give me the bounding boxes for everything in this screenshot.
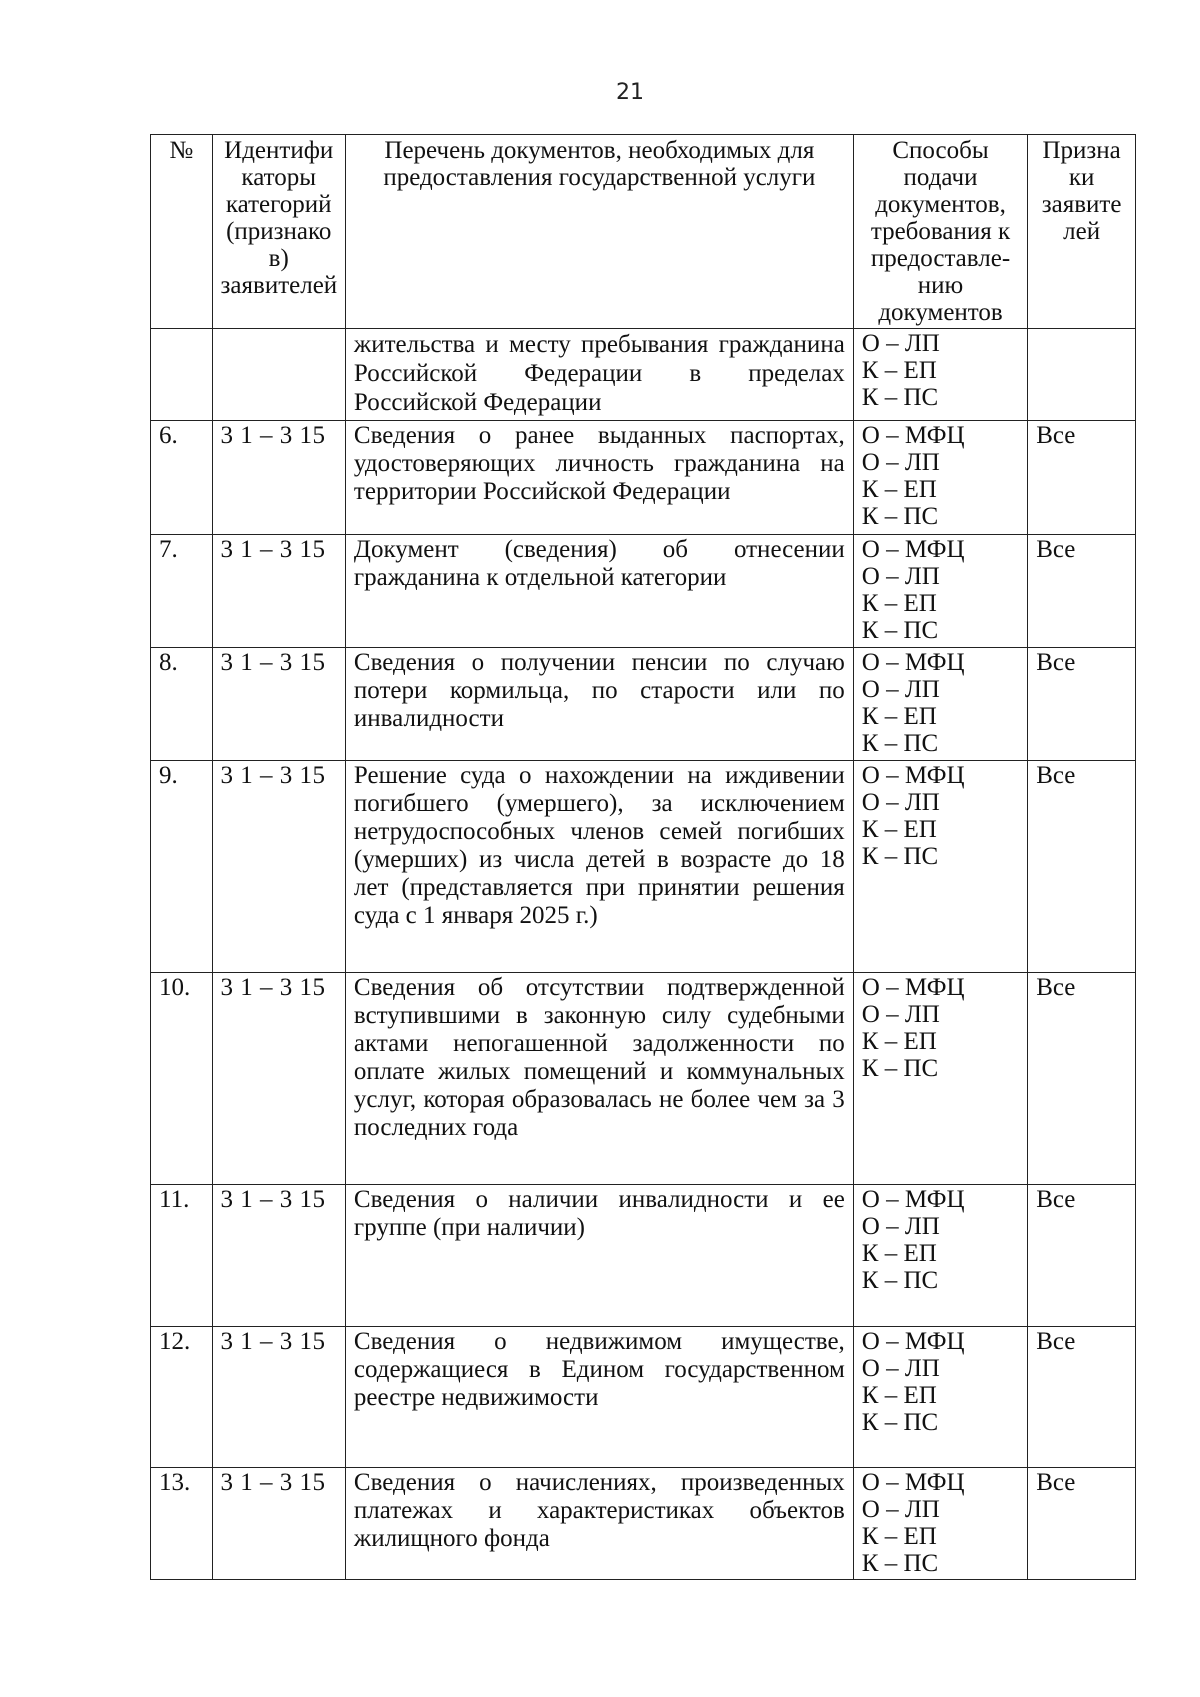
method-item: О – МФЦ: [861, 1469, 965, 1496]
method-item: К – ЕП: [861, 1523, 937, 1550]
method-item: К – ПС: [861, 1409, 939, 1436]
header-identifiers: Идентифи каторы категорий (признако в) заявителей: [212, 135, 345, 329]
method-item: О – ЛП: [861, 1213, 940, 1240]
row-number: 10.: [151, 973, 213, 1185]
row-number: 7.: [151, 535, 213, 648]
header-applicants: Призна ки заявите лей: [1028, 135, 1136, 329]
table-row: [151, 973, 1136, 1185]
method-item: К – ПС: [861, 843, 939, 870]
row-number: [151, 329, 213, 421]
method-item: К – ЕП: [861, 1240, 937, 1267]
header-documents: Перечень документов, необходимых для предоставления государственной услуги: [345, 135, 853, 329]
row-methods: [853, 329, 1027, 421]
row-identifiers: 3 1 – 3 15: [212, 1185, 345, 1327]
row-number: 9.: [151, 761, 213, 973]
row-applicants: Все: [1028, 761, 1136, 973]
row-methods: [853, 535, 1027, 648]
method-item: К – ЕП: [861, 476, 937, 503]
method-item: О – МФЦ: [861, 1328, 965, 1355]
row-identifiers: 3 1 – 3 15: [212, 535, 345, 648]
method-item: О – ЛП: [861, 563, 940, 590]
row-number: 12.: [151, 1327, 213, 1468]
method-item: О – МФЦ: [861, 974, 965, 1001]
method-item: О – МФЦ: [861, 762, 965, 789]
table-row: [151, 1468, 1136, 1580]
method-item: О – МФЦ: [861, 422, 965, 449]
row-methods: [853, 1185, 1027, 1327]
method-item: О – МФЦ: [861, 649, 965, 676]
method-item: К – ЕП: [861, 816, 937, 843]
row-description: Сведения о недвижимом имуществе, содержащиеся в Едином государственном реестре недвижимости: [345, 1327, 853, 1468]
method-item: К – ПС: [861, 384, 939, 411]
row-methods: [853, 1327, 1027, 1468]
row-identifiers: [212, 329, 345, 421]
row-applicants: Все: [1028, 1185, 1136, 1327]
method-item: О – МФЦ: [861, 1186, 965, 1213]
table-row: [151, 421, 1136, 535]
method-item: К – ПС: [861, 1267, 939, 1294]
method-item: К – ПС: [861, 503, 939, 530]
table-row: [151, 535, 1136, 648]
row-description: Решение суда о нахождении на иждивении погибшего (умершего), за исключением нетрудоспособных членов семей погибших (умерших) из числа детей в возрасте до 18 лет (представляется при принятии решения суда с 1 января 2025 г.): [345, 761, 853, 973]
method-item: К – ПС: [861, 1550, 939, 1577]
table-header-row: [151, 135, 1136, 329]
method-item: О – ЛП: [861, 449, 940, 476]
method-item: К – ПС: [861, 1055, 939, 1082]
row-description: Документ (сведения) об отнесении гражданина к отдельной категории: [345, 535, 853, 648]
table-row-continuation: [151, 329, 1136, 421]
row-methods: [853, 648, 1027, 761]
row-applicants: Все: [1028, 973, 1136, 1185]
row-identifiers: 3 1 – 3 15: [212, 973, 345, 1185]
method-item: О – ЛП: [861, 1496, 940, 1523]
method-item: О – ЛП: [861, 1355, 940, 1382]
table-row: [151, 761, 1136, 973]
row-applicants: Все: [1028, 648, 1136, 761]
method-item: К – ЕП: [861, 703, 937, 730]
row-number: 8.: [151, 648, 213, 761]
row-description: Сведения о наличии инвалидности и ее группе (при наличии): [345, 1185, 853, 1327]
table-row: [151, 1185, 1136, 1327]
row-identifiers: 3 1 – 3 15: [212, 421, 345, 535]
row-number: 13.: [151, 1468, 213, 1580]
row-applicants: Все: [1028, 1327, 1136, 1468]
row-description: Сведения о ранее выданных паспортах, удостоверяющих личность гражданина на территории Российской Федерации: [345, 421, 853, 535]
row-description: Сведения об отсутствии подтвержденной вступившими в законную силу судебными актами непогашенной задолженности по оплате жилых помещений и коммунальных услуг, которая образовалась не более чем за 3 последних года: [345, 973, 853, 1185]
table-row: [151, 648, 1136, 761]
method-item: К – ПС: [861, 617, 939, 644]
header-number: №: [151, 135, 213, 329]
row-identifiers: 3 1 – 3 15: [212, 761, 345, 973]
method-item: О – ЛП: [861, 789, 940, 816]
row-number: 6.: [151, 421, 213, 535]
method-item: К – ЕП: [861, 1382, 937, 1409]
method-item: О – ЛП: [861, 676, 940, 703]
row-applicants: Все: [1028, 535, 1136, 648]
row-description: Сведения о начислениях, произведенных платежах и характеристиках объектов жилищного фонда: [345, 1468, 853, 1580]
row-description: жительства и месту пребывания гражданина Российской Федерации в пределах Российской Федерации: [345, 329, 853, 421]
row-applicants: Все: [1028, 1468, 1136, 1580]
method-item: К – ЕП: [861, 1028, 937, 1055]
row-description: Сведения о получении пенсии по случаю потери кормильца, по старости или по инвалидности: [345, 648, 853, 761]
row-applicants: [1028, 329, 1136, 421]
row-methods: [853, 761, 1027, 973]
documents-table: [150, 134, 1136, 1580]
page-number: 21: [616, 80, 644, 105]
method-item: К – ПС: [861, 730, 939, 757]
row-identifiers: 3 1 – 3 15: [212, 1327, 345, 1468]
row-applicants: Все: [1028, 421, 1136, 535]
row-methods: [853, 421, 1027, 535]
row-identifiers: 3 1 – 3 15: [212, 648, 345, 761]
method-item: О – ЛП: [861, 330, 940, 357]
row-number: 11.: [151, 1185, 213, 1327]
row-identifiers: 3 1 – 3 15: [212, 1468, 345, 1580]
header-methods: Способы подачи документов, требования к предоставле- нию документов: [853, 135, 1027, 329]
row-methods: [853, 1468, 1027, 1580]
method-item: О – МФЦ: [861, 536, 965, 563]
method-item: К – ЕП: [861, 357, 937, 384]
method-item: К – ЕП: [861, 590, 937, 617]
row-methods: [853, 973, 1027, 1185]
method-item: О – ЛП: [861, 1001, 940, 1028]
table-row: [151, 1327, 1136, 1468]
